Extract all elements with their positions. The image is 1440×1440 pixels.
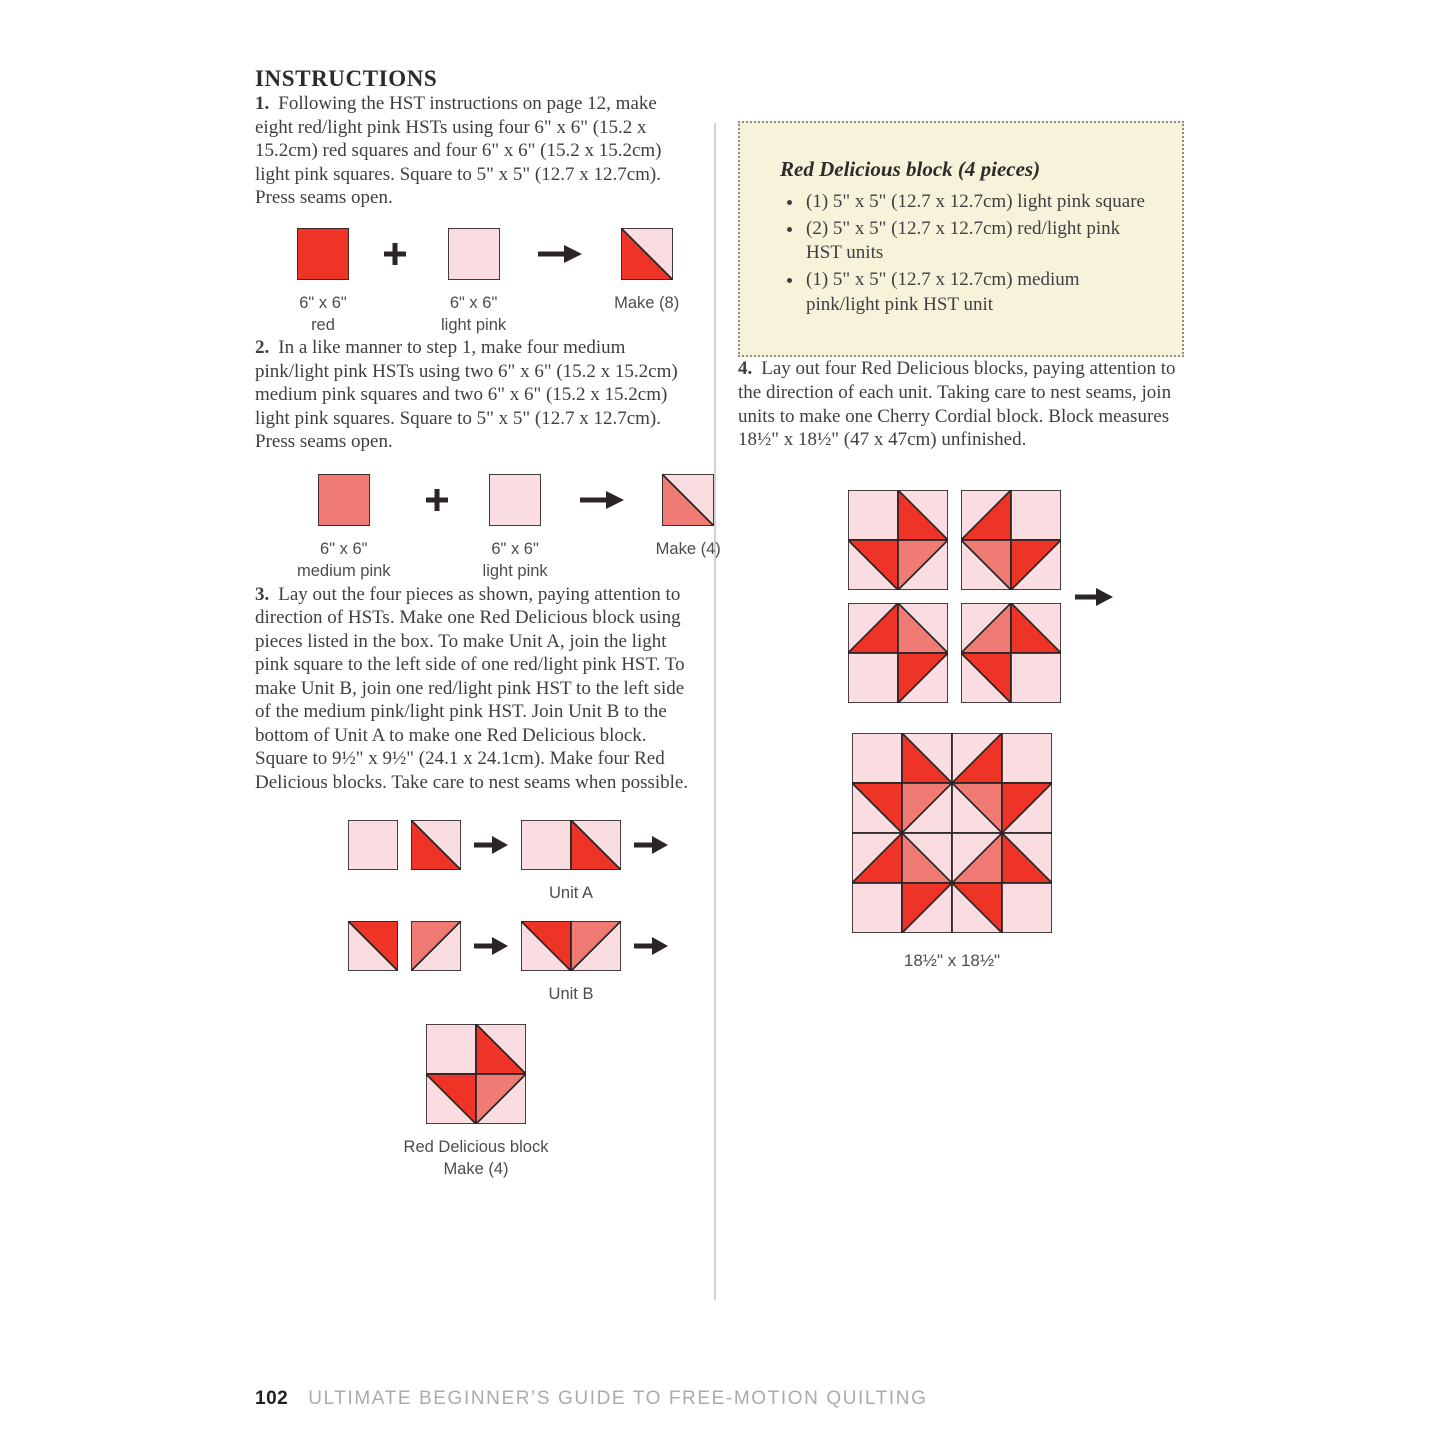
left-column	[255, 66, 721, 1181]
step-2-diagram	[297, 474, 721, 583]
plus-icon	[381, 240, 409, 273]
arrow-icon	[474, 935, 508, 962]
list-item: • (1) 5" x 5" (12.7 x 12.7cm) light pink square	[804, 190, 1154, 215]
info-box-title: Red Delicious block (4 pieces)	[780, 157, 1041, 181]
hst-result-item	[614, 228, 679, 315]
list-item: • (2) 5" x 5" (12.7 x 12.7cm) red/light pink HST units	[804, 217, 1154, 266]
unit-a-label: Unit A	[548, 884, 594, 903]
medium-pink-square-item	[297, 474, 391, 583]
unit-b-label: Unit B	[548, 985, 594, 1004]
page-number: 102	[255, 1388, 289, 1409]
unit-a-joined-item	[521, 820, 621, 905]
light-pink-square-label: 6" x 6" light pink	[441, 293, 507, 334]
make-8-label: Make (8)	[614, 293, 680, 312]
red-square	[297, 228, 349, 280]
book-title: ULTIMATE BEGINNER’S GUIDE TO FREE-MOTION QUILTING	[308, 1388, 928, 1409]
medium-pink-square-label: 6" x 6" medium pink	[297, 540, 391, 580]
medium-hst-square	[411, 921, 461, 971]
column-divider	[714, 123, 716, 1300]
hst-result-item	[656, 474, 721, 561]
step-1-number: 1.	[255, 93, 270, 114]
red-delicious-block-figure	[255, 1024, 697, 1181]
red-square-label: 6" x 6" red	[299, 293, 347, 334]
red-delicious-block-4	[961, 603, 1061, 703]
light-pink-square	[489, 474, 541, 526]
pieces-info-box	[738, 121, 1184, 357]
page-footer	[255, 1388, 927, 1410]
step-4-number: 4.	[738, 358, 753, 380]
medium-hst-square	[662, 474, 714, 526]
four-block-layout	[848, 490, 1184, 703]
cherry-cordial-block	[852, 733, 1052, 933]
arrow-icon	[634, 834, 668, 861]
light-pink-square	[348, 820, 398, 870]
page-title: INSTRUCTIONS	[255, 66, 438, 91]
red-hst-square	[348, 921, 398, 971]
unit-b-joined	[521, 921, 621, 971]
list-item: • (1) 5" x 5" (12.7 x 12.7cm) medium pink/light pink HST unit	[804, 268, 1154, 317]
light-pink-square-item	[483, 474, 548, 583]
unit-b-joined-item	[521, 921, 621, 1006]
light-pink-square-item	[441, 228, 506, 337]
red-delicious-block-2	[961, 490, 1061, 590]
arrow-icon	[1075, 586, 1113, 613]
info-box-list	[780, 190, 1154, 317]
step-1-diagram	[297, 228, 697, 337]
light-pink-square	[448, 228, 500, 280]
step-2-text: 2. In a like manner to step 1, make four medium pink/light pink HSTs using two 6" x 6" (15.2 x 15.2cm) medium pink squares and two 6" x 6" (15.2 x 15.2cm) light pink squares. Square to 5" x 5" (12.7 x 12.7cm). Press seams open.	[255, 337, 678, 453]
unit-a-diagram	[348, 820, 697, 905]
red-square-item	[297, 228, 349, 337]
step-1-text: 1. Following the HST instructions on page 12, make eight red/light pink HSTs using four 6" x 6" (15.2 x 15.2cm) red squares and four 6" x 6" (15.2 x 15.2cm) light pink squares. Square to 5" x 5" (12.7 x 12.7cm). Press seams open.	[255, 93, 662, 209]
red-delicious-block	[426, 1024, 526, 1124]
red-delicious-block-3	[848, 603, 948, 703]
block-size-caption: 18½" x 18½"	[903, 950, 1001, 970]
right-column	[738, 121, 1184, 971]
four-block-grid	[848, 490, 1061, 703]
arrow-icon	[580, 489, 624, 516]
red-delicious-label: Red Delicious block Make (4)	[403, 1137, 549, 1178]
arrow-icon	[634, 935, 668, 962]
step-3-text: 3. Lay out the four pieces as shown, paying attention to direction of HSTs. Make one Red Delicious block using pieces listed in the box. To make Unit A, join the light pink square to the left side of one red/light pink HST. To make Unit B, join one red/light pink HST to the left side of the medium pink/light pink HST. Join Unit B to the bottom of Unit A to make one Red Delicious block. Square to 9½" x 9½" (24.1 x 24.1cm). Make four Red Delicious blocks. Take care to nest seams when possible.	[255, 583, 689, 793]
step-4-text: 4. Lay out four Red Delicious blocks, paying attention to the direction of each unit. Taking care to nest seams, join units to make one Cherry Cordial block. Block measures 18½" x 18½" (47 x 47cm) unfinished.	[738, 358, 1176, 451]
arrow-icon	[474, 834, 508, 861]
step-3-number: 3.	[255, 583, 270, 605]
unit-b-diagram	[348, 921, 697, 1006]
red-delicious-block-1	[848, 490, 948, 590]
arrow-icon	[538, 243, 582, 270]
red-hst-square	[621, 228, 673, 280]
step-2-number: 2.	[255, 337, 270, 359]
plus-icon	[423, 486, 451, 519]
make-4-label: Make (4)	[655, 540, 721, 558]
cherry-cordial-block-figure	[852, 733, 1052, 971]
unit-a-joined	[521, 820, 621, 870]
red-hst-square	[411, 820, 461, 870]
medium-pink-square	[318, 474, 370, 526]
light-pink-square-label: 6" x 6" light pink	[482, 540, 548, 580]
